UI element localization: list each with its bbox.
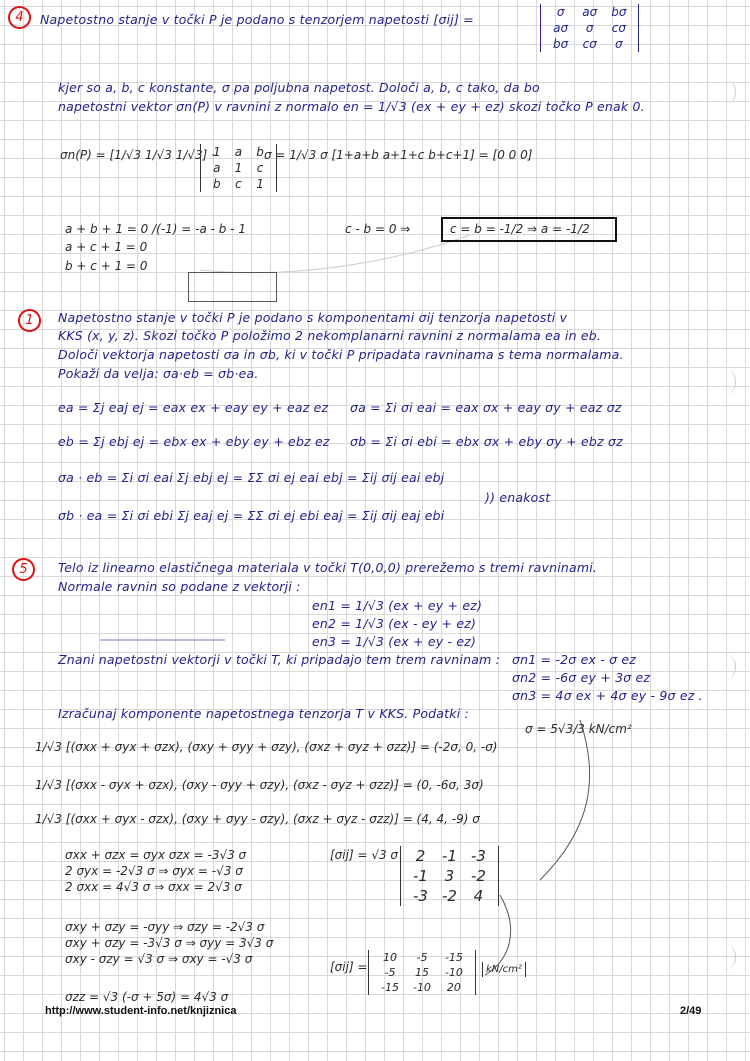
s5-step: σxy - σzy = √3 σ ⇒ σxy = -√3 σ [65,952,253,966]
s5-step: σxx + σzx = σyx σzx = -3√3 σ [65,848,247,862]
m: cσ [611,21,626,35]
s4-stress-matrix [540,4,639,52]
s5-normal: en2 = 1/√3 (ex - ey + ez) [312,616,477,631]
s5-normal: en3 = 1/√3 (ex + ey - ez) [312,634,477,649]
s1-line: Pokaži da velja: σa·eb = σb·ea. [58,366,259,381]
m: -15 [444,951,463,964]
s5-tensor1-label: [σij] = √3 σ [330,848,399,862]
s5-stress-vector: σn3 = 4σ ex + 4σ ey - 9σ ez . [512,688,703,703]
s5-step: 2 σyx = -2√3 σ ⇒ σyx = -√3 σ [65,864,243,878]
s5-stress-vector: σn2 = -6σ ey + 3σ ez [512,670,651,685]
m: -1 [413,867,428,885]
m: aσ [553,21,569,35]
problem-number-5: 5 [12,558,35,581]
m: -2 [441,887,457,905]
m: -5 [416,951,428,964]
m: 1 [256,177,264,191]
m: σ [556,5,565,19]
problem-number-1: 1 [18,309,41,332]
s1-line: Napetostno stanje v točki P je podano s komponentami σij tenzorja napetosti v [58,310,568,325]
punch-hole-mark [719,945,736,969]
s5-normal: en1 = 1/√3 (ex + ey + ez) [312,598,483,613]
m: -3 [470,847,486,865]
punch-hole-mark [719,370,736,394]
s1-note: )) enakost [485,490,551,505]
m: c [235,177,242,191]
s4-eq1: a + b + 1 = 0 /(-1) = -a - b - 1 [65,222,247,236]
s4-eq3: b + c + 1 = 0 [65,259,148,273]
s5-step: σxy + σzy = -3√3 σ ⇒ σyy = 3√3 σ [65,936,274,950]
s5-step: σxy + σzy = -σyy ⇒ σzy = -2√3 σ [65,920,265,934]
m: -15 [381,981,399,994]
m: bσ [611,5,627,19]
m: 10 [382,951,397,964]
m: 4 [473,887,484,905]
s5-line2: Normale ravnin so podane z vektorji : [58,579,301,594]
s5-line4: Izračunaj komponente napetostnega tenzorja T v KKS. Podatki : [58,706,469,721]
m: 20 [446,981,461,994]
s1-eq-right: σb = Σi σi ebi = ebx σx + eby σy + ebz σz [350,434,623,449]
s4-result: c = b = -1/2 ⇒ a = -1/2 [450,222,590,236]
m: -10 [444,966,463,979]
punch-hole-mark [719,80,736,104]
s1-eq: σa · eb = Σi σi eai Σj ebj ej = ΣΣ σi ej eai ebj = Σij σij eai ebj [58,470,445,485]
footer-url[interactable]: http://www.student-info.net/knjiznica [45,1005,237,1017]
s4-line3: napetostni vektor σn(P) v ravnini z normalo en = 1/√3 (ex + ey + ez) skozi točko P enak 0. [58,99,645,114]
s1-line: Določi vektorja napetosti σa in σb, ki v točki P pripadata ravninama s tema normalama. [58,347,624,362]
m: cσ [582,37,597,51]
s5-given: σ = 5√3/3 kN/cm² [525,722,632,736]
s5-stress-vector: σn1 = -2σ ex - σ ez [512,652,637,667]
m: -2 [470,867,486,885]
m: 2 [415,847,426,865]
s1-eq: eb = Σj ebj ej = ebx ex + eby ey + ebz ez [58,434,330,449]
s5-line3: Znani napetostni vektorji v točki T, ki pripadajo tem trem ravninam : [58,652,501,667]
s5-tensor1 [400,846,499,906]
punch-hole-mark [719,655,736,679]
m: 3 [444,867,455,885]
m: -10 [412,981,431,994]
s5-tensor2-label: [σij] = [330,960,368,974]
m: σ [585,21,594,35]
s1-eq-right: σa = Σi σi eai = eax σx + eay σy + eaz σz [350,400,622,415]
s5-sys: 1/√3 [(σxx + σyx + σzx), (σxy + σyy + σzy), (σxz + σyz + σzz)] = (-2σ, 0, -σ) [35,740,498,754]
s5-step: 2 σxx = 4√3 σ ⇒ σxx = 2√3 σ [65,880,242,894]
m: b [213,177,221,191]
s4-line1: Napetostno stanje v točki P je podano s tenzorjem napetosti [σij] = [40,12,474,27]
s5-step-zz: σzz = √3 (-σ + 5σ) = 4√3 σ [65,990,229,1004]
s4-calc-rhs: σ = 1/√3 σ [1+a+b a+1+c b+c+1] = [0 0 0] [264,148,533,162]
m: 1 [213,145,221,159]
m: bσ [553,37,569,51]
s5-line1: Telo iz linearno elastičnega materiala v točki T(0,0,0) prerežemo s tremi ravninami. [58,560,598,575]
m: -1 [441,847,457,865]
problem-number-4: 4 [8,6,31,29]
m: 15 [414,966,429,979]
empty-box [188,272,277,302]
s5-sys: 1/√3 [(σxx - σyx + σzx), (σxy - σyy + σzy), (σxz - σyz + σzz)] = (0, -6σ, 3σ) [35,778,484,792]
s5-tensor2 [368,950,476,995]
s4-line2: kjer so a, b, c konstante, σ pa poljubna napetost. Določi a, b, c tako, da bo [58,80,540,95]
m: c [256,161,264,175]
s4-calc-lhs: σn(P) = [1/√3 1/√3 1/√3] · [60,148,215,162]
s4-eq-mid: c - b = 0 ⇒ [345,222,411,236]
m: -3 [413,887,428,905]
s5-sys: 1/√3 [(σxx + σyx - σzx), (σxy + σyy - σzy), (σxz + σyz - σzz)] = (4, 4, -9) σ [35,812,480,826]
m: 1 [234,161,243,175]
m: a [213,161,221,175]
m: σ [615,37,623,51]
s1-line: KKS (x, y, z). Skozi točko P položimo 2 nekomplanarni ravnini z normalama ea in eb. [58,328,602,343]
s1-eq: ea = Σj eaj ej = eax ex + eay ey + eaz ez [58,400,329,415]
m: a [234,145,243,159]
m: aσ [582,5,598,19]
m: b [256,145,264,159]
m: -5 [384,966,396,979]
s1-eq: σb · ea = Σi σi ebi Σj eaj ej = ΣΣ σi ej ebi eaj = Σij σij eaj ebi [58,508,445,523]
s4-eq2: a + c + 1 = 0 [65,240,148,254]
page-number: 2/49 [680,1005,702,1017]
s5-tensor2-unit: kN/cm² [482,962,526,977]
